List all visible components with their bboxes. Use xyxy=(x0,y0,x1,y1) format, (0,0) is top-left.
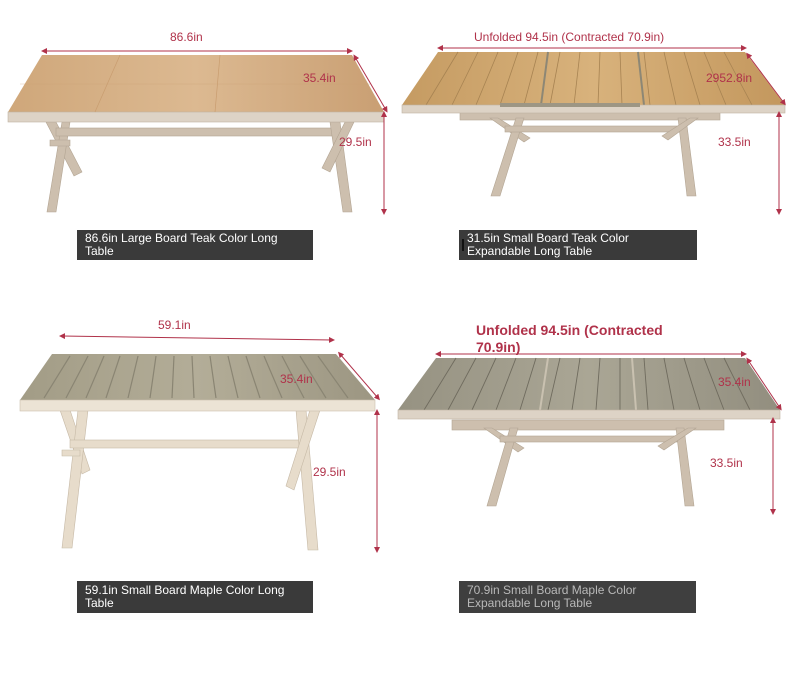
table-4-width-label: 35.4in xyxy=(718,375,751,389)
table-4-length-label-text-cont: 70.9in) xyxy=(476,339,521,355)
product-4-caption[interactable] xyxy=(459,581,696,613)
product-4-photo xyxy=(398,322,780,512)
table-3-width-label: 35.4in xyxy=(280,372,313,386)
table-4-frame xyxy=(452,420,724,506)
table-4-length-label xyxy=(476,322,667,355)
product-2-photo xyxy=(402,30,785,212)
table-1-length-label: 86.6in xyxy=(170,30,203,44)
table-3-frame xyxy=(60,410,320,550)
text-cursor-icon xyxy=(462,239,464,251)
product-2-caption-text: 31.5in Small Board Teak Color Expandable Long Table xyxy=(467,231,629,258)
product-1-photo xyxy=(8,30,386,212)
table-2-length-label: Unfolded 94.5in (Contracted 70.9in) xyxy=(474,30,665,44)
table-4-length-label-text: Unfolded 94.5in (Contracted xyxy=(476,322,663,338)
table-1-top xyxy=(8,55,384,122)
product-2-caption[interactable] xyxy=(459,230,697,260)
table-1-frame xyxy=(46,122,354,212)
product-1-caption-text: 86.6in Large Board Teak Color Long Table xyxy=(85,231,278,258)
table-3-length-line xyxy=(62,336,332,340)
product-4-caption-text: 70.9in Small Board Maple Color Expandable Long Table xyxy=(467,583,637,610)
table-4-height-label: 33.5in xyxy=(710,456,743,470)
product-3-photo xyxy=(20,318,378,550)
table-2-height-label: 33.5in xyxy=(718,135,751,149)
table-3-top xyxy=(20,354,375,411)
table-3-height-label: 29.5in xyxy=(313,465,346,479)
table-2-frame xyxy=(460,110,720,196)
product-3-caption-text: 59.1in Small Board Maple Color Long Table xyxy=(85,583,285,610)
table-3-length-label: 59.1in xyxy=(158,318,191,332)
table-2-width-label: 2952.8in xyxy=(706,71,753,85)
product-1-caption[interactable] xyxy=(77,230,313,260)
table-1-height-label: 29.5in xyxy=(339,135,372,149)
table-1-width-label: 35.4in xyxy=(303,71,336,85)
product-3-caption[interactable] xyxy=(77,581,313,613)
